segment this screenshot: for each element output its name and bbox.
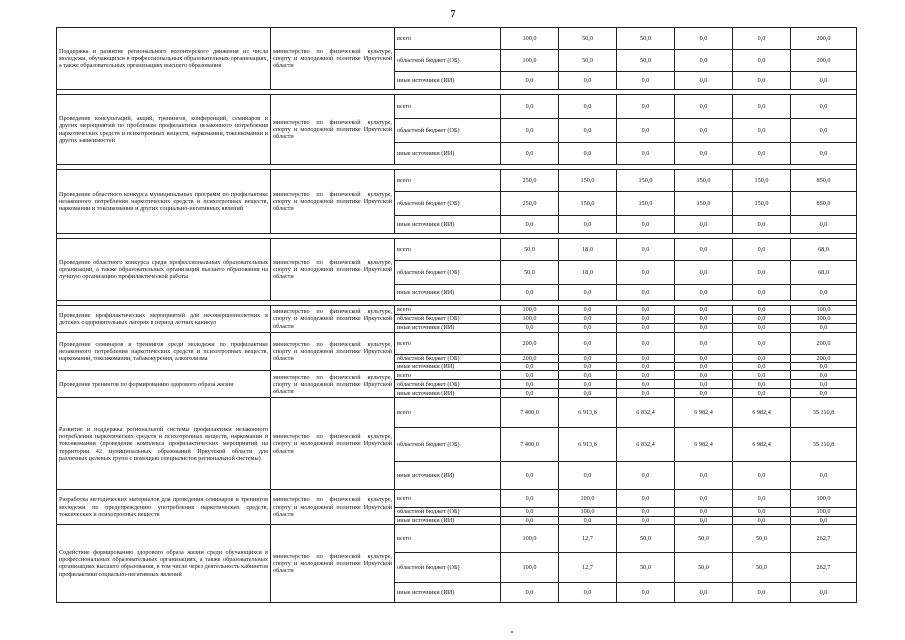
year-value-cell: 0,0 [617, 462, 675, 490]
year-value-cell: 100,0 [559, 508, 617, 516]
year-value-cell: 18,0 [559, 261, 617, 285]
activity-description: Разработка методических материалов для проведения семинаров и тренингов молодежи по предупреждению употребления наркотических средств, токсических и психотропных веществ [57, 490, 271, 524]
total-cell: 262,7 [791, 552, 857, 582]
funding-source: всего [395, 28, 501, 50]
year-value-cell: 0,0 [675, 143, 733, 165]
year-value-cell: 0,0 [675, 380, 733, 389]
year-value-cell: 6 982,4 [675, 428, 733, 462]
total-cell: 200,0 [791, 333, 857, 355]
funding-table [56, 27, 857, 603]
funding-source: иные источники (ИИ) [395, 216, 501, 234]
year-value-cell: 0,0 [559, 216, 617, 234]
year-value-cell: 6 832,4 [617, 428, 675, 462]
year-value-cell: 0,0 [617, 143, 675, 165]
year-value-cell: 50,0 [675, 524, 733, 552]
total-cell: 0,0 [791, 216, 857, 234]
activity-description: Проведение профилактических мероприятий для несовершеннолетних в детских оздоровительных лагерях в период летних каникул [57, 306, 271, 333]
year-value-cell: 18,0 [559, 239, 617, 261]
funding-source: всего [395, 371, 501, 380]
year-value-cell: 0,0 [559, 380, 617, 389]
year-value-cell: 0,0 [617, 324, 675, 333]
year-value-cell: 0,0 [559, 582, 617, 602]
total-cell: 0,0 [791, 371, 857, 380]
year-value-cell: 0,0 [617, 582, 675, 602]
activity-executor: министерство по физической культуре, спорту и молодежной политике Иркутской области [271, 239, 395, 301]
year-value-cell: 0,0 [733, 28, 791, 50]
year-value-cell: 0,0 [617, 380, 675, 389]
total-cell: 68,0 [791, 261, 857, 285]
funding-source: всего [395, 398, 501, 428]
total-cell: 0,0 [791, 95, 857, 119]
year-value-cell: 0,0 [675, 315, 733, 324]
year-value-cell: 0,0 [559, 371, 617, 380]
year-value-cell: 0,0 [501, 143, 559, 165]
year-value-cell: 6 913,6 [559, 398, 617, 428]
total-cell: 100,0 [791, 306, 857, 315]
year-value-cell: 0,0 [733, 315, 791, 324]
year-value-cell: 50,0 [675, 552, 733, 582]
scan-speck [511, 631, 513, 633]
activity-executor: министерство по физической культуре, спорту и молодежной политике Иркутской области [271, 524, 395, 602]
year-value-cell: 150,0 [559, 170, 617, 192]
year-value-cell: 0,0 [501, 363, 559, 371]
year-value-cell: 0,0 [501, 95, 559, 119]
total-cell: 0,0 [791, 72, 857, 90]
funding-source: областной бюджет (ОБ) [395, 50, 501, 72]
funding-source: иные источники (ИИ) [395, 324, 501, 333]
activity-executor: министерство по физической культуре, спорту и молодежной политике Иркутской области [271, 333, 395, 371]
year-value-cell: 0,0 [501, 324, 559, 333]
table-row [57, 170, 857, 192]
activity-description: Развитие и поддержка региональной системы профилактики незаконного потребления наркотических средств и психотропных веществ, наркомании и токсикомании (проведение комплекса профилактических мероприятий на территории 42 муниципальных образований Иркутской области для различных целевых групп с помощью специалистов региональной системы) [57, 398, 271, 490]
year-value-cell: 0,0 [675, 333, 733, 355]
year-value-cell: 100,0 [501, 524, 559, 552]
activity-description: Проведение областного конкурса муниципальных программ по профилактике незаконного потребления наркотических средств и психотропных веществ, наркомании и токсикомании и других социально-негативных явлений [57, 170, 271, 234]
funding-source: областной бюджет (ОБ) [395, 192, 501, 216]
year-value-cell: 0,0 [675, 324, 733, 333]
activity-executor: министерство по физической культуре, спорту и молодежной политике Иркутской области [271, 28, 395, 90]
year-value-cell: 150,0 [559, 192, 617, 216]
year-value-cell: 200,0 [501, 333, 559, 355]
year-value-cell: 0,0 [733, 516, 791, 524]
year-value-cell: 0,0 [501, 119, 559, 143]
year-value-cell: 0,0 [559, 516, 617, 524]
table-row [57, 490, 857, 508]
year-value-cell: 0,0 [733, 508, 791, 516]
table-row [57, 371, 857, 380]
year-value-cell: 0,0 [675, 72, 733, 90]
year-value-cell: 0,0 [733, 333, 791, 355]
funding-source: всего [395, 170, 501, 192]
year-value-cell: 0,0 [501, 380, 559, 389]
year-value-cell: 50,0 [617, 50, 675, 72]
funding-source: иные источники (ИИ) [395, 285, 501, 301]
year-value-cell: 0,0 [733, 324, 791, 333]
year-value-cell: 0,0 [617, 261, 675, 285]
year-value-cell: 100,0 [501, 552, 559, 582]
year-value-cell: 50,0 [501, 239, 559, 261]
year-value-cell: 150,0 [617, 192, 675, 216]
activity-executor: министерство по физической культуре, спорту и молодежной политике Иркутской области [271, 398, 395, 490]
year-value-cell: 6 982,4 [733, 398, 791, 428]
total-cell: 200,0 [791, 28, 857, 50]
funding-source: всего [395, 524, 501, 552]
year-value-cell: 0,0 [617, 216, 675, 234]
funding-source: всего [395, 333, 501, 355]
year-value-cell: 0,0 [617, 72, 675, 90]
year-value-cell: 0,0 [617, 333, 675, 355]
year-value-cell: 0,0 [675, 462, 733, 490]
year-value-cell: 250,0 [501, 170, 559, 192]
year-value-cell: 12,7 [559, 552, 617, 582]
table-row [57, 239, 857, 261]
year-value-cell: 50,0 [501, 261, 559, 285]
year-value-cell: 0,0 [733, 119, 791, 143]
year-value-cell: 200,0 [501, 355, 559, 363]
year-value-cell: 0,0 [733, 355, 791, 363]
year-value-cell: 0,0 [733, 389, 791, 398]
funding-source: областной бюджет (ОБ) [395, 355, 501, 363]
year-value-cell: 0,0 [675, 389, 733, 398]
funding-source: иные источники (ИИ) [395, 363, 501, 371]
year-value-cell: 0,0 [733, 143, 791, 165]
year-value-cell: 0,0 [733, 95, 791, 119]
year-value-cell: 150,0 [733, 170, 791, 192]
year-value-cell: 50,0 [559, 50, 617, 72]
total-cell: 35 110,8 [791, 398, 857, 428]
year-value-cell: 50,0 [559, 28, 617, 50]
total-cell: 0,0 [791, 143, 857, 165]
year-value-cell: 0,0 [501, 216, 559, 234]
year-value-cell: 0,0 [559, 462, 617, 490]
year-value-cell: 0,0 [501, 72, 559, 90]
funding-source: всего [395, 239, 501, 261]
year-value-cell: 0,0 [617, 371, 675, 380]
year-value-cell: 0,0 [501, 371, 559, 380]
funding-source: всего [395, 95, 501, 119]
year-value-cell: 0,0 [559, 285, 617, 301]
year-value-cell: 50,0 [617, 28, 675, 50]
year-value-cell: 6 832,4 [617, 398, 675, 428]
total-cell: 0,0 [791, 324, 857, 333]
year-value-cell: 0,0 [617, 490, 675, 508]
year-value-cell: 0,0 [733, 216, 791, 234]
activity-executor: министерство по физической культуре, спорту и молодежной политике Иркутской области [271, 170, 395, 234]
total-cell: 0,0 [791, 462, 857, 490]
table-row [57, 306, 857, 315]
total-cell: 0,0 [791, 363, 857, 371]
year-value-cell: 6 913,6 [559, 428, 617, 462]
funding-source: областной бюджет (ОБ) [395, 380, 501, 389]
table-row [57, 524, 857, 552]
year-value-cell: 12,7 [559, 524, 617, 552]
year-value-cell: 7 400,0 [501, 428, 559, 462]
year-value-cell: 0,0 [675, 363, 733, 371]
total-cell: 35 110,8 [791, 428, 857, 462]
year-value-cell: 0,0 [733, 261, 791, 285]
activity-executor: министерство по физической культуре, спорту и молодежной политике Иркутской области [271, 95, 395, 165]
year-value-cell: 150,0 [675, 192, 733, 216]
table-row [57, 28, 857, 50]
year-value-cell: 50,0 [733, 524, 791, 552]
year-value-cell: 0,0 [675, 516, 733, 524]
total-cell: 68,0 [791, 239, 857, 261]
year-value-cell: 0,0 [559, 315, 617, 324]
year-value-cell: 100,0 [501, 315, 559, 324]
year-value-cell: 0,0 [559, 143, 617, 165]
funding-source: иные источники (ИИ) [395, 516, 501, 524]
total-cell: 200,0 [791, 50, 857, 72]
year-value-cell: 0,0 [501, 285, 559, 301]
year-value-cell: 150,0 [733, 192, 791, 216]
activity-executor: министерство по физической культуре, спорту и молодежной политике Иркутской области [271, 306, 395, 333]
year-value-cell: 0,0 [733, 72, 791, 90]
year-value-cell: 0,0 [559, 119, 617, 143]
year-value-cell: 6 982,4 [675, 398, 733, 428]
year-value-cell: 50,0 [617, 524, 675, 552]
total-cell: 100,0 [791, 508, 857, 516]
year-value-cell: 0,0 [675, 28, 733, 50]
year-value-cell: 50,0 [733, 552, 791, 582]
year-value-cell: 0,0 [733, 239, 791, 261]
funding-source: областной бюджет (ОБ) [395, 261, 501, 285]
year-value-cell: 0,0 [733, 582, 791, 602]
year-value-cell: 0,0 [617, 95, 675, 119]
activity-description: Проведение консультаций, акций, тренингов, конференций, семинаров и других мероприятий по проблемам профилактики незаконного потребления наркотических средств и психотропных веществ, наркомании, токсикомании и других зависимостей [57, 95, 271, 165]
year-value-cell: 0,0 [617, 285, 675, 301]
year-value-cell: 0,0 [675, 95, 733, 119]
total-cell: 100,0 [791, 490, 857, 508]
year-value-cell: 0,0 [675, 306, 733, 315]
year-value-cell: 7 400,0 [501, 398, 559, 428]
activity-executor: министерство по физической культуре, спорту и молодежной политике Иркутской области [271, 490, 395, 524]
year-value-cell: 0,0 [733, 285, 791, 301]
year-value-cell: 0,0 [559, 333, 617, 355]
year-value-cell: 0,0 [733, 371, 791, 380]
table-row [57, 333, 857, 355]
year-value-cell: 0,0 [501, 462, 559, 490]
total-cell: 850,0 [791, 170, 857, 192]
year-value-cell: 0,0 [617, 315, 675, 324]
activity-executor: министерство по физической культуре, спорту и молодежной политике Иркутской области [271, 371, 395, 398]
year-value-cell: 0,0 [501, 582, 559, 602]
year-value-cell: 0,0 [501, 508, 559, 516]
total-cell: 100,0 [791, 315, 857, 324]
year-value-cell: 0,0 [675, 50, 733, 72]
year-value-cell: 100,0 [501, 306, 559, 315]
year-value-cell: 0,0 [501, 516, 559, 524]
year-value-cell: 0,0 [617, 508, 675, 516]
year-value-cell: 6 982,4 [733, 428, 791, 462]
total-cell: 0,0 [791, 285, 857, 301]
funding-source: всего [395, 306, 501, 315]
funding-source: иные источники (ИИ) [395, 389, 501, 398]
year-value-cell: 0,0 [675, 508, 733, 516]
table-row [57, 95, 857, 119]
year-value-cell: 100,0 [501, 28, 559, 50]
funding-source: областной бюджет (ОБ) [395, 119, 501, 143]
total-cell: 0,0 [791, 582, 857, 602]
year-value-cell: 0,0 [617, 355, 675, 363]
year-value-cell: 150,0 [617, 170, 675, 192]
year-value-cell: 0,0 [733, 50, 791, 72]
activity-description: Проведение областного конкурса среди профессиональных образовательных организаций, а также образовательных организаций высшего образования на лучшую организацию профилактической работы [57, 239, 271, 301]
year-value-cell: 0,0 [675, 582, 733, 602]
year-value-cell: 0,0 [617, 239, 675, 261]
year-value-cell: 0,0 [733, 380, 791, 389]
year-value-cell: 100,0 [559, 490, 617, 508]
year-value-cell: 0,0 [733, 363, 791, 371]
funding-source: иные источники (ИИ) [395, 72, 501, 90]
year-value-cell: 0,0 [559, 355, 617, 363]
year-value-cell: 0,0 [559, 389, 617, 398]
year-value-cell: 0,0 [675, 216, 733, 234]
total-cell: 850,0 [791, 192, 857, 216]
year-value-cell: 250,0 [501, 192, 559, 216]
funding-source: иные источники (ИИ) [395, 143, 501, 165]
activity-description: Проведение тренингов по формированию здорового образа жизни [57, 371, 271, 398]
funding-source: всего [395, 490, 501, 508]
total-cell: 0,0 [791, 389, 857, 398]
total-cell: 0,0 [791, 119, 857, 143]
year-value-cell: 0,0 [617, 389, 675, 398]
year-value-cell: 0,0 [617, 516, 675, 524]
year-value-cell: 100,0 [501, 50, 559, 72]
funding-source: областной бюджет (ОБ) [395, 508, 501, 516]
activity-description: Содействие формированию здорового образа жизни среди обучающихся в профессиональных образовательных организациях, а также образовательных организациях высшего образования, в том числе через деятельность кабинетов профилактики социально-негативных явлений [57, 524, 271, 602]
year-value-cell: 0,0 [675, 371, 733, 380]
funding-source: областной бюджет (ОБ) [395, 552, 501, 582]
year-value-cell: 0,0 [675, 490, 733, 508]
funding-source: областной бюджет (ОБ) [395, 428, 501, 462]
funding-source: иные источники (ИИ) [395, 582, 501, 602]
activity-description: Проведение семинаров и тренингов среди молодежи по профилактике незаконного потребления наркотических средств и психотропных веществ, наркомании, токсикомании, табакокурения, алкоголизма [57, 333, 271, 371]
year-value-cell: 0,0 [675, 239, 733, 261]
funding-source: областной бюджет (ОБ) [395, 315, 501, 324]
page-number: 7 [450, 9, 456, 20]
year-value-cell: 0,0 [559, 72, 617, 90]
total-cell: 0,0 [791, 380, 857, 389]
year-value-cell: 0,0 [617, 306, 675, 315]
year-value-cell: 0,0 [559, 363, 617, 371]
table-row [57, 398, 857, 428]
year-value-cell: 0,0 [675, 355, 733, 363]
year-value-cell: 0,0 [733, 306, 791, 315]
total-cell: 200,0 [791, 355, 857, 363]
total-cell: 0,0 [791, 516, 857, 524]
year-value-cell: 50,0 [617, 552, 675, 582]
year-value-cell: 0,0 [559, 324, 617, 333]
year-value-cell: 0,0 [559, 95, 617, 119]
year-value-cell: 0,0 [733, 490, 791, 508]
year-value-cell: 0,0 [617, 363, 675, 371]
funding-source: иные источники (ИИ) [395, 462, 501, 490]
year-value-cell: 0,0 [675, 285, 733, 301]
year-value-cell: 0,0 [675, 261, 733, 285]
year-value-cell: 0,0 [675, 119, 733, 143]
year-value-cell: 0,0 [559, 306, 617, 315]
year-value-cell: 0,0 [501, 490, 559, 508]
total-cell: 262,7 [791, 524, 857, 552]
activity-description: Поддержка и развитие регионального волонтерского движения из числа молодежи, обучающихся в профессиональных образовательных организациях, а также образовательных организациях высшего образования [57, 28, 271, 90]
year-value-cell: 0,0 [733, 462, 791, 490]
year-value-cell: 0,0 [501, 389, 559, 398]
year-value-cell: 0,0 [617, 119, 675, 143]
year-value-cell: 150,0 [675, 170, 733, 192]
